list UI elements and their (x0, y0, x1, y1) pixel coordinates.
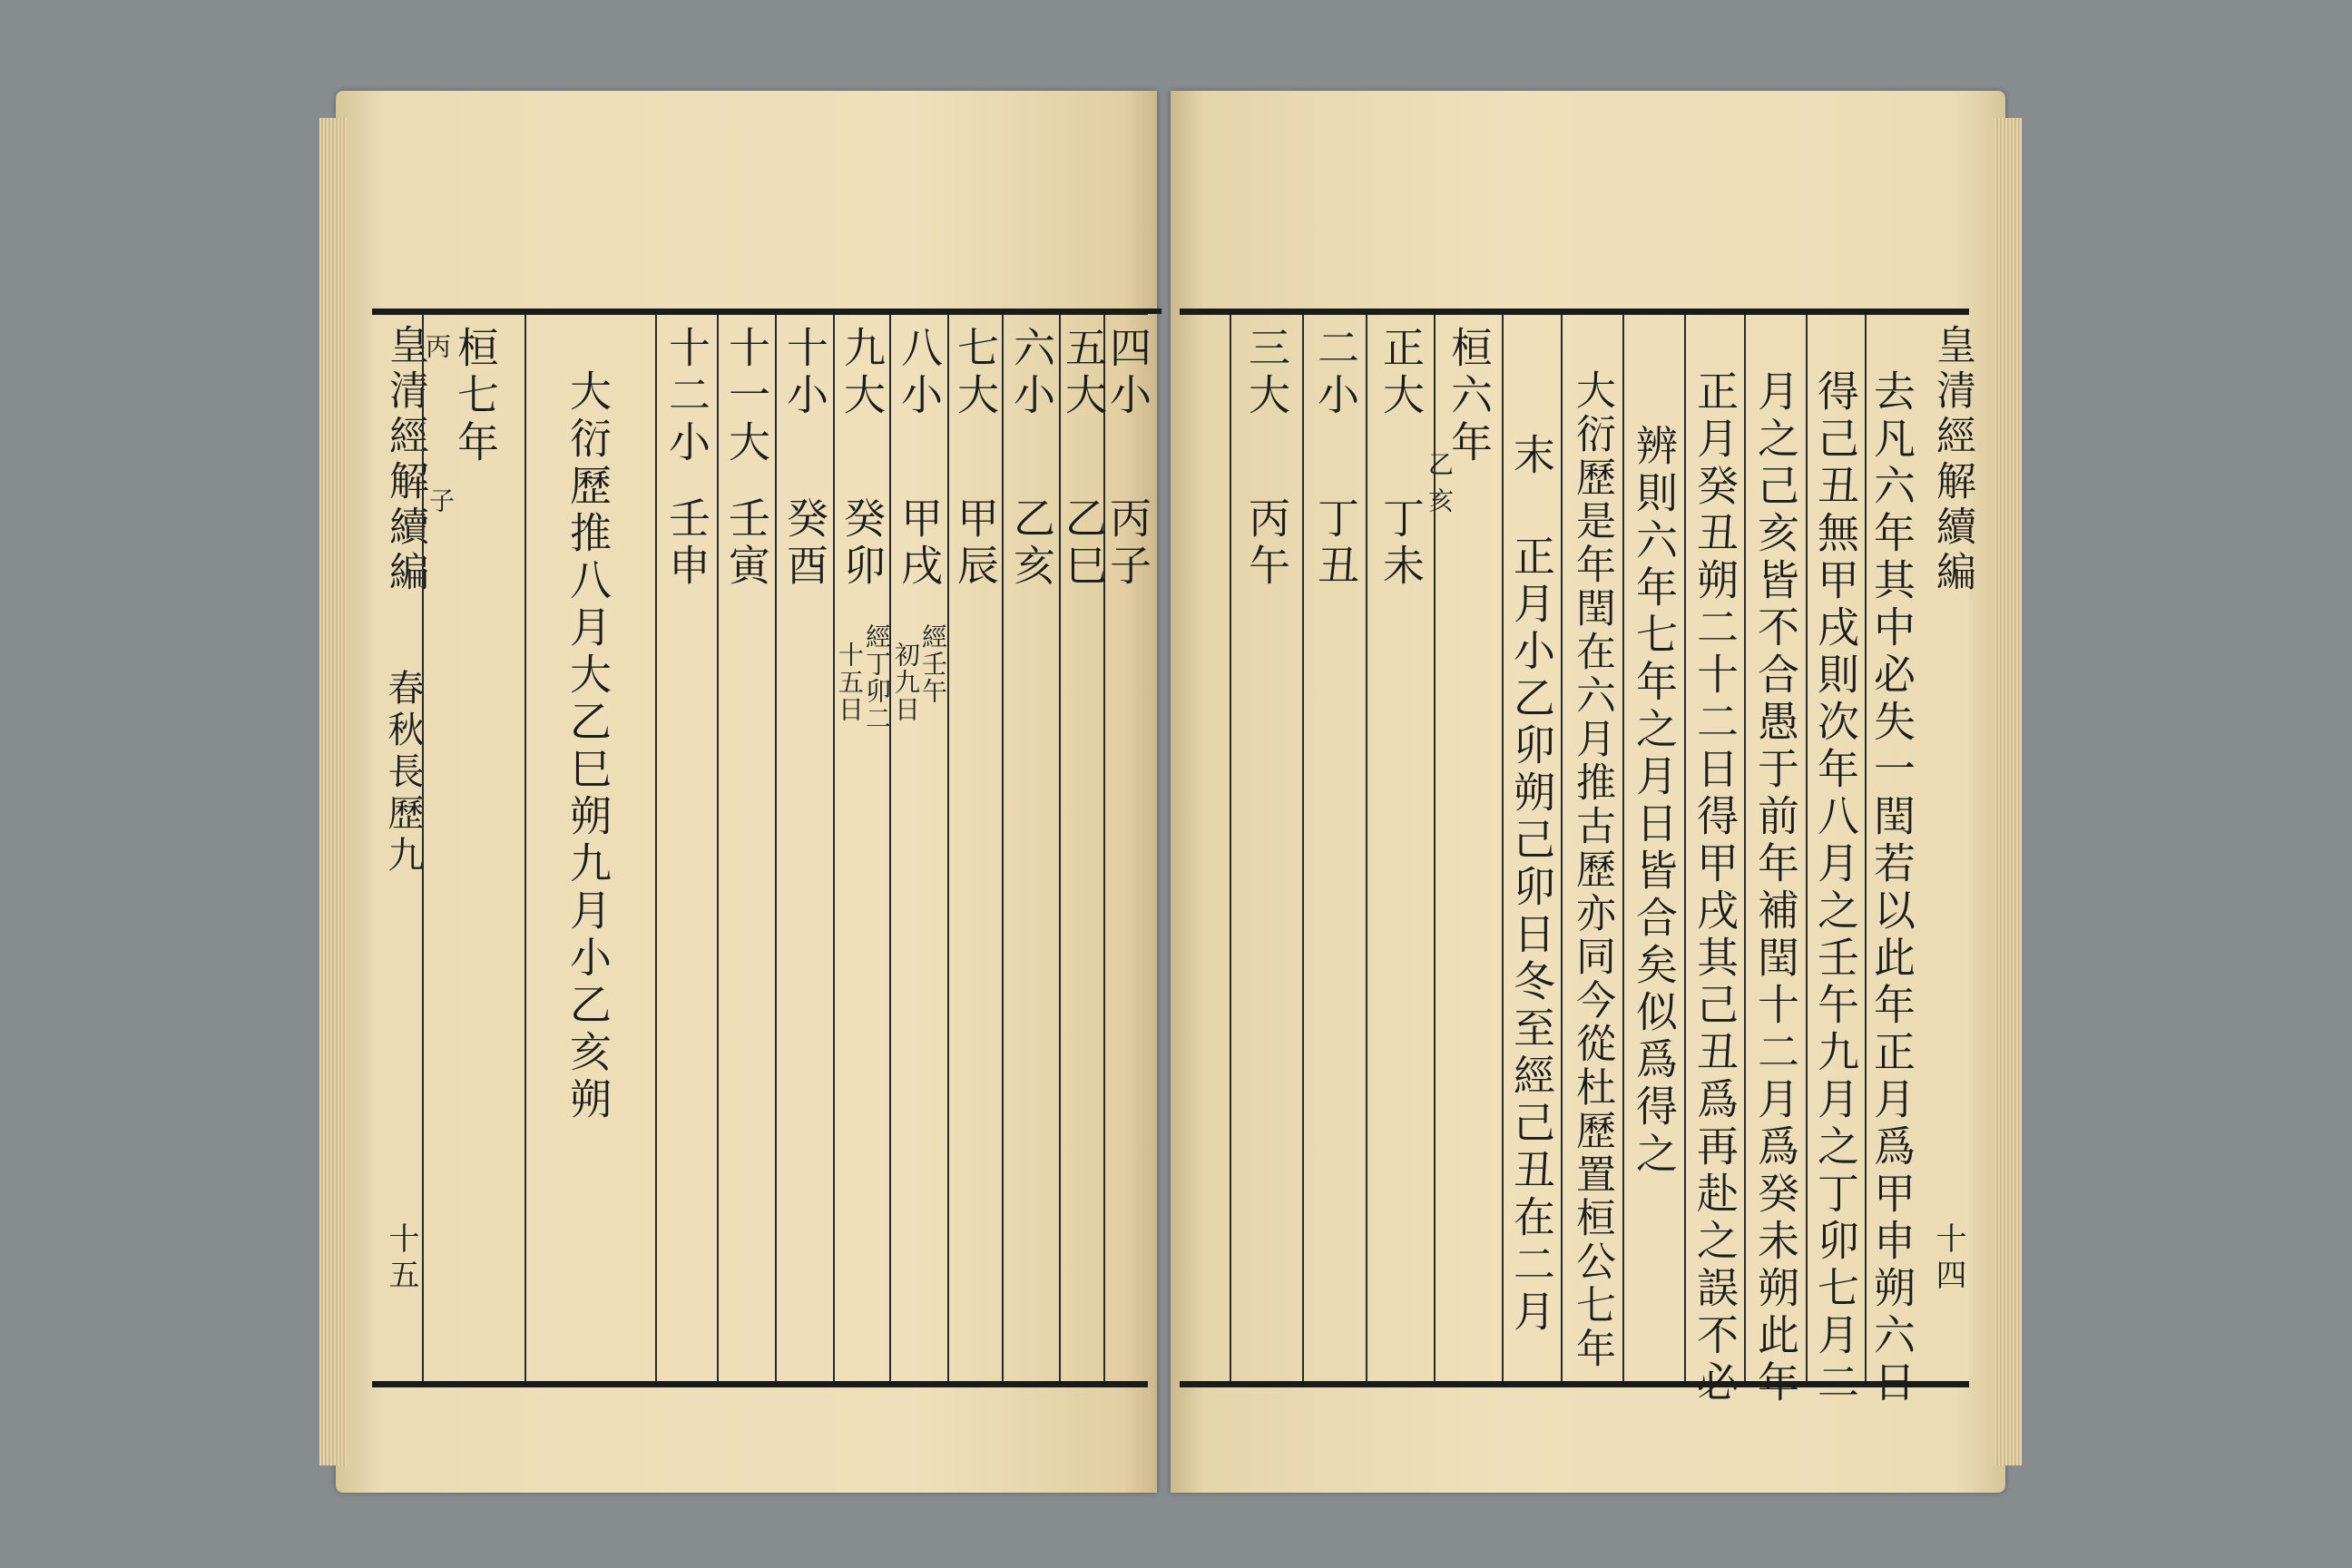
annotation: 乙 (1425, 451, 1455, 478)
ganzhi-label: 丁未 (1377, 496, 1426, 591)
left-col-9 (655, 315, 719, 1381)
ganzhi-label: 壬申 (662, 496, 711, 591)
ganzhi-label: 丙子 (1103, 496, 1152, 591)
annotation: 初九日 (891, 642, 921, 723)
right-col-11 (1230, 315, 1304, 1381)
right-col-4 (1684, 315, 1746, 1407)
left-spine (372, 315, 428, 1381)
right-col-3 (1744, 315, 1808, 1407)
ganzhi-label: 丁丑 (1311, 496, 1360, 591)
text-column: 末 正月小乙卯朔己卯日冬至經己丑在二月 (1507, 433, 1556, 1337)
right-text-frame (1180, 309, 1975, 1407)
text-column: 去凡六年其中必失一閏若以此年正月爲甲申朔六日 (1867, 369, 1916, 1407)
month-label: 八小 (895, 326, 944, 420)
text-column: 大衍歷是年閏在六月推古歷亦同今從杜歷置桓公七年 (1569, 369, 1615, 1371)
left-col-4 (947, 315, 1004, 1381)
annotation: 經丁卯二 (862, 623, 892, 732)
text-column: 月之己亥皆不合愚于前年補閏十二月爲癸未朔此年 (1751, 369, 1800, 1407)
right-col-5 (1622, 315, 1686, 1381)
text-column: 辨則六年七年之月日皆合矣似爲得之 (1630, 424, 1679, 1179)
right-col-8 (1425, 315, 1504, 1381)
page-edges-right (1994, 118, 2022, 1465)
open-book (336, 91, 2005, 1493)
left-col-1 (1103, 315, 1150, 1381)
annotation: 十五日 (835, 642, 865, 723)
left-col-5 (889, 315, 949, 1381)
ganzhi-label: 丙午 (1242, 496, 1291, 591)
left-col-7 (775, 315, 835, 1381)
page-edges-left (319, 118, 347, 1465)
right-col-7 (1502, 315, 1563, 1381)
ganzhi-label: 壬寅 (722, 496, 771, 591)
left-page (336, 91, 1157, 1493)
right-col-empty (1180, 315, 1230, 1381)
right-spine (1919, 315, 1975, 1381)
month-label: 六小 (1007, 326, 1056, 420)
right-col-10 (1302, 315, 1367, 1381)
month-label: 二小 (1311, 326, 1360, 420)
left-col-10 (524, 315, 657, 1381)
right-col-9 (1366, 315, 1436, 1381)
fold-mark (1134, 309, 1161, 314)
left-col-6 (833, 315, 891, 1381)
right-spine-folio: 十四 (1930, 1222, 1966, 1295)
text-column: 得己丑無甲戌則次年八月之壬午九月之丁卯七月二 (1811, 369, 1860, 1407)
left-col-11 (422, 315, 526, 1381)
month-label: 九大 (838, 326, 887, 420)
month-label: 十一大 (722, 326, 771, 467)
year-label: 桓六年 (1445, 326, 1494, 467)
year-label: 桓七年 (451, 326, 500, 467)
month-label: 三大 (1242, 326, 1291, 420)
annotation: 經壬午 (918, 623, 948, 705)
right-col-1 (1865, 315, 1921, 1407)
left-spine-section: 春秋長歷九 (382, 669, 424, 877)
month-label: 五大 (1059, 326, 1108, 420)
left-text-frame (372, 309, 1152, 1387)
annotation: 亥 (1425, 487, 1455, 514)
left-spine-folio: 十五 (383, 1222, 419, 1295)
month-label: 十二小 (662, 326, 711, 467)
right-spine-title: 皇清經解續編 (1929, 324, 1975, 596)
right-col-6 (1561, 315, 1624, 1381)
left-col-8 (717, 315, 777, 1381)
ganzhi-label: 乙巳 (1059, 496, 1108, 591)
month-label: 四小 (1103, 326, 1152, 420)
right-col-2 (1806, 315, 1867, 1407)
annotation: 丙 (422, 333, 452, 360)
month-label: 七大 (951, 326, 1000, 420)
ganzhi-label: 癸卯 (838, 496, 887, 591)
month-label: 十小 (780, 326, 829, 420)
ganzhi-label: 癸酉 (780, 496, 829, 591)
right-page (1171, 91, 2005, 1493)
left-spine-title: 皇清經解續編 (382, 324, 428, 596)
left-col-2 (1059, 315, 1108, 1381)
fold-mark (1180, 309, 1207, 314)
left-col-3 (1002, 315, 1061, 1381)
text-column: 正月癸丑朔二十二日得甲戌其己丑爲再赴之誤不必 (1690, 369, 1740, 1407)
month-label: 正大 (1377, 326, 1426, 420)
ganzhi-label: 甲戌 (895, 496, 944, 591)
ganzhi-label: 甲辰 (951, 496, 1000, 591)
text-column: 大衍歷推八月大乙巳朔九月小乙亥朔 (564, 369, 612, 1124)
annotation: 子 (426, 487, 456, 514)
ganzhi-label: 乙亥 (1007, 496, 1056, 591)
